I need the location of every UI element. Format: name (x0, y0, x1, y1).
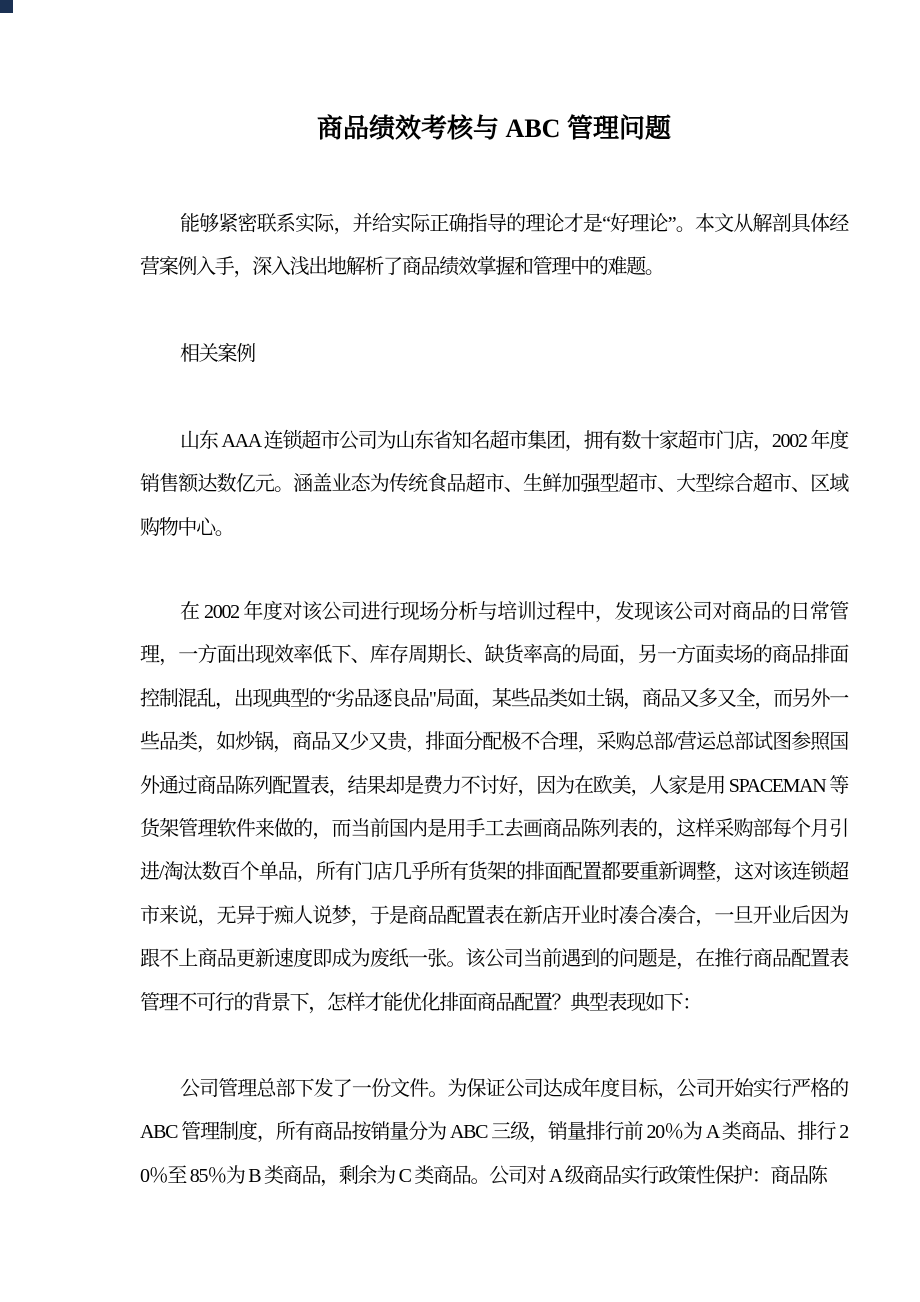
corner-marker (0, 0, 13, 13)
section-heading: 相关案例 (180, 343, 255, 365)
document-title: 商品绩效考核与 ABC 管理问题 (317, 114, 671, 143)
analysis-paragraph: 在 2002 年度对该公司进行现场分析与培训过程中，发现该公司对商品的日常管理，一方面出现效率低下、库存周期长、缺货率高的局面，另一方面卖场的商品排面控制混乱，出现典型的“劣品逐良品"局面，某些品类如土锅，商品又多又全，而另外一些品类，如炒锅，商品又少又贵，排面分配极不合理，采购总部/营运总部试图参照国外通过商品陈列配置表，结果却是费力不讨好，因为在欧美，人家是用 SPACEMAN 等货架管理软件来做的，而当前国内是用手工去画商品陈列表的，这样采购部每个月引进/淘汰数百个单品，所有门店几乎所有货架的排面配置都要重新调整，这对该连锁超市来说，无异于痴人说梦，于是商品配置表在新店开业时凑合凑合，一旦开业后因为跟不上商品更新速度即成为废纸一张。该公司当前遇到的问题是，在推行商品配置表管理不可行的背景下，怎样才能优化排面商品配置？典型表现如下： (140, 601, 848, 1014)
case-paragraph: 山东 AAA 连锁超市公司为山东省知名超市集团，拥有数十家超市门店，2002 年度销售额达数亿元。涵盖业态为传统食品超市、生鲜加强型超市、大型综合超市、区域购物中心。 (140, 430, 848, 539)
intro-paragraph: 能够紧密联系实际，并给实际正确指导的理论才是“好理论”。本文从解剖具体经营案例入手，深入浅出地解析了商品绩效掌握和管理中的难题。 (140, 213, 848, 279)
policy-paragraph: 公司管理总部下发了一份文件。为保证公司达成年度目标，公司开始实行严格的 ABC 管理制度，所有商品按销量分为 ABC 三级，销量排行前 20％为 A 类商品、排行 20％至 85％为 B 类商品，剩余为 C 类商品。公司对 A 级商品实行政策性保护：商品陈 (140, 1078, 848, 1187)
